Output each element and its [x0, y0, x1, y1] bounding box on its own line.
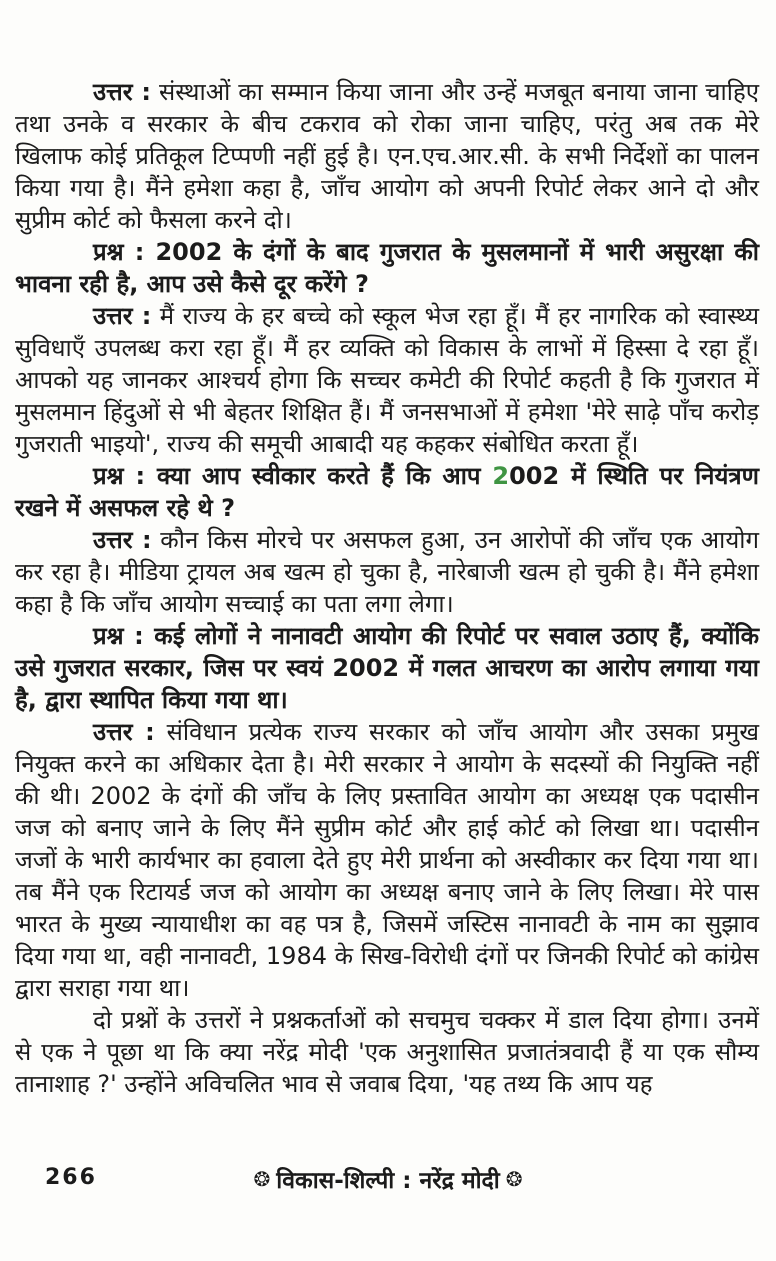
answer-paragraph-1	[15, 76, 759, 236]
question-paragraph-2	[15, 460, 759, 524]
answer-text: संविधान प्रत्येक राज्य सरकार को जाँच आयोग और उसका प्रमुख नियुक्त करने का अधिकार देता है। मेरी सरकार ने आयोग के सदस्यों की नियुक्ति नहीं की थी। 2002 के दंगों की जाँच के लिए प्रस्तावित आयोग का अध्यक्ष एक पदासीन जज को बनाए जाने के लिए मैंने सुप्रीम कोर्ट और हाई कोर्ट को लिखा था। पदासीन जजों के भारी कार्यभार का हवाला देते हुए मेरी प्रार्थना को अस्वीकार कर दिया गया था। तब मैंने एक रिटायर्ड जज को आयोग का अध्यक्ष बनाए जाने के लिए लिखा। मेरे पास भारत के मुख्य न्यायाधीश का वह पत्र है, जिसमें जस्टिस नानावटी के नाम का सुझाव दिया गया था, वही नानावटी, 1984 के सिख-विरोधी दंगों पर जिनकी रिपोर्ट को कांग्रेस द्वारा सराहा गया था।	[15, 718, 759, 1002]
answer-label: उत्तर :	[93, 302, 152, 330]
question-text: कई लोगों ने नानावटी आयोग की रिपोर्ट पर सवाल उठाए हैं, क्योंकि उसे गुजरात सरकार, जिस पर स्वयं 2002 में गलत आचरण का आरोप लगाया गया है, द्वारा स्थापित किया गया था।	[15, 622, 760, 714]
answer-label: उत्तर :	[93, 78, 151, 106]
question-paragraph-1	[15, 236, 759, 300]
answer-paragraph-3	[15, 524, 759, 620]
narration-text: दो प्रश्नों के उत्तरों ने प्रश्नकर्ताओं को सचमुच चक्कर में डाल दिया होगा। उनमें से एक ने पूछा था कि क्या नरेंद्र मोदी 'एक अनुशासित प्रजातंत्रवादी हैं या एक सौम्य तानाशाह ?' उन्होंने अविचलित भाव से जवाब दिया, 'यह तथ्य कि आप यह	[15, 1006, 759, 1098]
running-title-text: विकास-शिल्पी : नरेंद्र मोदी	[276, 1168, 500, 1194]
question-label: प्रश्न :	[93, 462, 146, 490]
narration-paragraph	[15, 1004, 759, 1100]
page-footer	[0, 1163, 776, 1199]
flower-ornament-right-icon: ❂	[505, 1167, 523, 1191]
answer-text: कौन किस मोरचे पर असफल हुआ, उन आरोपों की जाँच एक आयोग कर रहा है। मीडिया ट्रायल अब खत्म हो चुका है, नारेबाजी खत्म हो चुकी है। मैंने हमेशा कहा है कि जाँच आयोग सच्चाई का पता लगा लेगा।	[15, 526, 759, 618]
answer-paragraph-4	[15, 716, 759, 1004]
flower-ornament-left-icon: ❂	[253, 1167, 271, 1191]
answer-text: मैं राज्य के हर बच्चे को स्कूल भेज रहा हूँ। मैं हर नागरिक को स्वास्थ्य सुविधाएँ उपलब्ध करा रहा हूँ। मैं हर व्यक्ति को विकास के लाभों में हिस्सा दे रहा हूँ। आपको यह जानकर आश्चर्य होगा कि सच्चर कमेटी की रिपोर्ट कहती है कि गुजरात में मुसलमान हिंदुओं से भी बेहतर शिक्षित हैं। मैं जनसभाओं में हमेशा 'मेरे साढ़े पाँच करोड़ गुजराती भाइयो', राज्य की समूची आबादी यह कहकर संबोधित करता हूँ।	[15, 302, 759, 458]
question-text: क्या आप स्वीकार करते हैं कि आप	[145, 462, 493, 490]
scan-artifact-green-digit: 2	[492, 462, 510, 490]
answer-text: संस्थाओं का सम्मान किया जाना और उन्हें मजबूत बनाया जाना चाहिए तथा उनके व सरकार के बीच टकराव को रोका जाना चाहिए, परंतु अब तक मेरे खिलाफ कोई प्रतिकूल टिप्पणी नहीं हुई है। एन.एच.आर.सी. के सभी निर्देशों का पालन किया गया है। मैंने हमेशा कहा है, जाँच आयोग को अपनी रिपोर्ट लेकर आने दो और सुप्रीम कोर्ट को फैसला करने दो।	[15, 78, 759, 234]
answer-label: उत्तर :	[93, 526, 152, 554]
page-number: 266	[45, 1165, 97, 1190]
question-text: 002 में स्थिति पर नियंत्रण रखने में असफल रहे थे ?	[15, 462, 760, 522]
running-title	[0, 1163, 776, 1195]
question-paragraph-3	[15, 620, 759, 716]
body-text	[15, 76, 759, 1100]
answer-label: उत्तर :	[93, 718, 155, 746]
question-label: प्रश्न :	[93, 238, 145, 266]
answer-paragraph-2	[15, 300, 759, 460]
question-label: प्रश्न :	[93, 622, 144, 650]
question-text: 2002 के दंगों के बाद गुजरात के मुसलमानों में भारी असुरक्षा की भावना रही है, आप उसे कैसे दूर करेंगे ?	[15, 238, 760, 298]
